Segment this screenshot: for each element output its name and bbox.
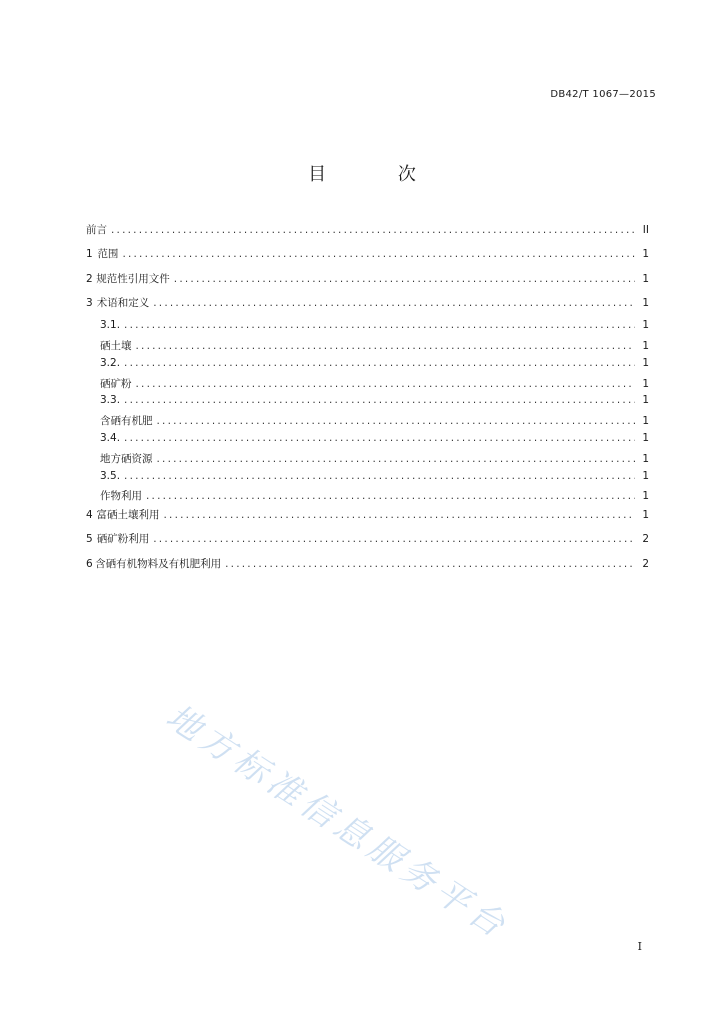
toc-subentry-selenium-soil[interactable] bbox=[86, 338, 649, 357]
toc-entry-label: 术语和定义 bbox=[96, 296, 150, 309]
leader-dots bbox=[136, 378, 636, 390]
document-code: DB42/T 1067—2015 bbox=[550, 89, 656, 100]
toc-subentry-3-3[interactable] bbox=[86, 394, 649, 413]
leader-dots bbox=[164, 509, 635, 521]
toc-entry-page: 1 bbox=[642, 339, 649, 352]
toc-entry-page: 1 bbox=[642, 469, 649, 482]
toc-subentry-3-5[interactable] bbox=[86, 470, 649, 489]
toc-entry-page: 1 bbox=[642, 319, 649, 332]
toc-entry-normative-references[interactable] bbox=[86, 271, 649, 295]
toc-entry-label: 含硒有机物料及有机肥利用 bbox=[95, 557, 222, 570]
toc-entry-page: 1 bbox=[642, 356, 649, 369]
leader-dots bbox=[146, 490, 635, 502]
toc-subentry-3-2[interactable] bbox=[86, 357, 649, 376]
toc-entry-page: 1 bbox=[642, 296, 649, 309]
toc-entry-number: 2 bbox=[86, 272, 93, 285]
leader-dots bbox=[225, 558, 635, 570]
toc-entry-label: 硒矿粉 bbox=[100, 377, 132, 390]
toc-entry-organic-material-use[interactable] bbox=[86, 556, 649, 580]
leader-dots bbox=[157, 453, 636, 465]
toc-entry-label: 3.1. bbox=[100, 319, 121, 332]
toc-entry-label: 硒土壤 bbox=[100, 339, 132, 352]
toc-subentry-3-1[interactable] bbox=[86, 319, 649, 338]
leader-dots bbox=[124, 470, 635, 482]
leader-dots bbox=[122, 248, 635, 260]
table-of-contents bbox=[86, 222, 649, 580]
toc-subentry-3-4[interactable] bbox=[86, 432, 649, 451]
toc-entry-number: 4 bbox=[86, 509, 93, 522]
leader-dots bbox=[174, 273, 635, 285]
toc-entry-label: 前言 bbox=[86, 224, 107, 236]
toc-entry-label: 规范性引用文件 bbox=[96, 272, 170, 285]
toc-entry-page: 2 bbox=[642, 533, 649, 546]
leader-dots bbox=[153, 297, 635, 309]
toc-entry-number: 3 bbox=[86, 296, 93, 309]
toc-entry-label: 3.5. bbox=[100, 469, 121, 482]
toc-entry-page: 1 bbox=[642, 248, 649, 261]
toc-entry-scope[interactable] bbox=[86, 246, 649, 270]
toc-subentry-selenium-organic-fertilizer[interactable] bbox=[86, 413, 649, 432]
toc-subentry-local-selenium-resource[interactable] bbox=[86, 451, 649, 470]
toc-entry-number: 5 bbox=[86, 533, 93, 546]
toc-entry-page: 1 bbox=[642, 272, 649, 285]
toc-entry-label: 作物利用 bbox=[100, 490, 142, 503]
toc-entry-page: 1 bbox=[642, 490, 649, 503]
leader-dots bbox=[157, 415, 636, 427]
toc-entry-label: 3.2. bbox=[100, 356, 121, 369]
leader-dots bbox=[136, 340, 636, 352]
toc-entry-label: 含硒有机肥 bbox=[100, 415, 153, 428]
leader-dots bbox=[124, 357, 635, 369]
toc-entry-page: 2 bbox=[642, 557, 649, 570]
toc-entry-page: II bbox=[642, 224, 649, 236]
toc-entry-selenium-rich-soil-use[interactable] bbox=[86, 507, 649, 531]
toc-entry-label: 范围 bbox=[97, 248, 119, 261]
leader-dots bbox=[111, 224, 635, 236]
toc-title: 目 次 bbox=[308, 164, 449, 185]
leader-dots bbox=[124, 319, 635, 331]
toc-entry-label: 地方硒资源 bbox=[100, 452, 153, 465]
leader-dots bbox=[153, 533, 635, 545]
toc-entry-terms-definitions[interactable] bbox=[86, 295, 649, 319]
watermark: 地方标准信息服务平台 bbox=[158, 696, 517, 949]
toc-entry-page: 1 bbox=[642, 452, 649, 465]
toc-entry-page: 1 bbox=[642, 394, 649, 407]
toc-entry-foreword[interactable] bbox=[86, 222, 649, 246]
toc-subentry-selenium-ore-powder[interactable] bbox=[86, 376, 649, 395]
toc-subentry-crop-utilization[interactable] bbox=[86, 488, 649, 507]
leader-dots bbox=[124, 394, 635, 406]
toc-entry-label: 3.3. bbox=[100, 394, 121, 407]
toc-entry-number: 1 bbox=[86, 248, 93, 261]
toc-entry-label: 硒矿粉利用 bbox=[96, 533, 150, 546]
page-number: I bbox=[637, 940, 642, 953]
toc-entry-label: 富硒土壤利用 bbox=[96, 509, 160, 522]
toc-entry-page: 1 bbox=[642, 377, 649, 390]
toc-entry-page: 1 bbox=[642, 431, 649, 444]
toc-entry-selenium-ore-powder-use[interactable] bbox=[86, 531, 649, 555]
leader-dots bbox=[124, 432, 635, 444]
toc-entry-label: 3.4. bbox=[100, 431, 121, 444]
toc-entry-page: 1 bbox=[642, 415, 649, 428]
toc-entry-number: 6 bbox=[86, 557, 93, 570]
toc-entry-page: 1 bbox=[642, 509, 649, 522]
